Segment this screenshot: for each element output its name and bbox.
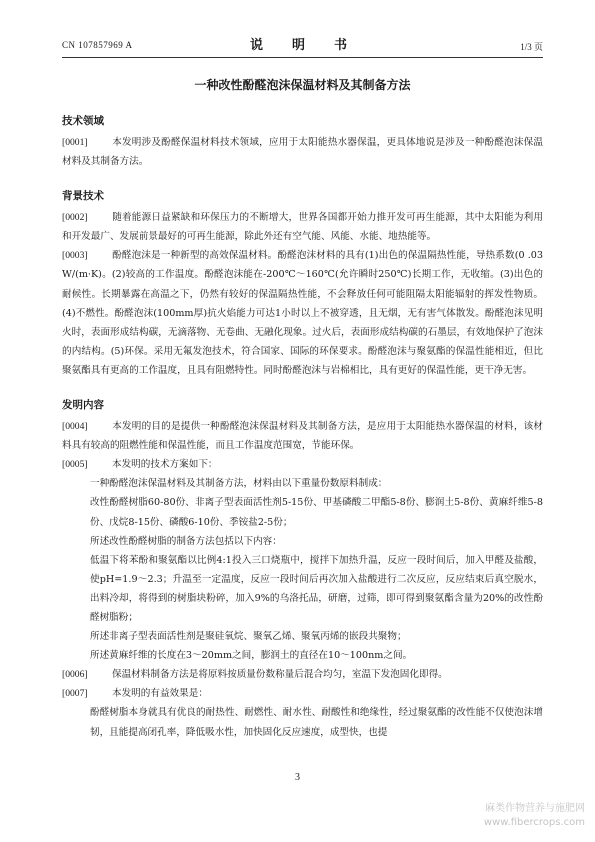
- paragraph-number: [0006]: [62, 669, 88, 681]
- paragraph-0004: [62, 417, 543, 455]
- paragraph-0002: [62, 208, 543, 246]
- paragraph-continued: 所述非离子型表面活性剂是聚硅氧烷、聚氧乙烯、聚氧丙烯的嵌段共聚物；: [90, 631, 407, 643]
- paragraph-0007: [62, 684, 543, 703]
- section-heading-background: 背景技术: [62, 190, 104, 203]
- publication-number: CN 107857969 A: [62, 40, 133, 50]
- section-heading-summary: 发明内容: [62, 399, 104, 412]
- paragraph-number: [0004]: [62, 421, 88, 433]
- paragraph-0006: [62, 665, 543, 684]
- paragraph-continued: 所述黄麻纤维的长度在3～20mm之间，膨润土的直径在10～100nm之间。: [90, 650, 413, 662]
- paragraph-continued: 所述改性酚醛树脂的制备方法包括以下内容：: [90, 535, 282, 547]
- paragraph-text: 本发明的有益效果是：: [112, 688, 208, 700]
- paragraph-text: 本发明涉及酚醛保温材料技术领域，应用于太阳能热水器保温，更具体地说是涉及一种酚醛泡沫保温材料及其制备方法。: [62, 137, 543, 168]
- watermark-url: www.fibercrops.com: [483, 817, 585, 828]
- paragraph-text: 酚醛泡沫是一种新型的高效保温材料。酚醛泡沫材料的具有(1)出色的保温隔热性能，导热系数(0 .03W/(m·K)。(2)较高的工作温度。酚醛泡沫能在-200℃～160℃(允许瞬时250℃)长期工作，无收缩。(3)出色的耐候性。长期暴露在高温之下，仍然有较好的保温隔热性能，不会释放任何可能阻隔太阳能辐射的挥发性物质。(4)不燃性。酚醛泡沫(100mm厚)抗火焰能力可达1小时以上不被穿透，且无烟，无有害气体散发。酚醛泡沫见明火时，表面形成结构碳，无滴落物、无卷曲、无融化现象。过火后，表面形成结构碳的石墨层，有效地保护了泡沫的内结构。(5)环保。采用无氟发泡技术，符合国家、国际的环保要求。酚醛泡沫与聚氨酯的保温性能相近，但比聚氨酯具有更高的工作温度，且具有阻燃特性。同时酚醛泡沫与岩棉相比，具有更好的保温性能，更干净无害。: [62, 250, 543, 376]
- watermark: [484, 802, 585, 830]
- paragraph-number: [0002]: [62, 212, 88, 224]
- paragraph-text: 本发明的目的是提供一种酚醛泡沫保温材料及其制备方法，是应用于太阳能热水器保温的材料，该材料具有较高的阻燃性能和保温性能，而且工作温度范围宽，节能环保。: [62, 421, 543, 452]
- paragraph-text: 随着能源日益紧缺和环保压力的不断增大，世界各国都开始力推开发可再生能源，其中太阳能为利用和开发最广、发展前景最好的可再生能源，除此外还有空气能、风能、水能、地热能等。: [62, 212, 543, 243]
- paragraph-continued: 酚醛树脂本身就具有优良的耐热性、耐燃性、耐水性、耐酸性和绝缘性，经过聚氨酯的改性能不仅使泡沫增韧，且能提高闭孔率，降低吸水性，加快固化反应速度，成型快，也提: [90, 707, 543, 738]
- section-heading-tech-field: 技术领域: [62, 115, 104, 127]
- paragraph-number: [0005]: [62, 459, 88, 471]
- paragraph-0001: [62, 133, 543, 171]
- document-body: [62, 76, 543, 742]
- paragraph-number: [0001]: [62, 137, 88, 148]
- paragraph-number: [0007]: [62, 688, 88, 700]
- paragraph-continued: 改性酚醛树脂60-80份、非离子型表面活性剂5-15份、甲基磷酸二甲酯5-8份、膨润土5-8份、黄麻纤维5-8份、戊烷8-15份、磷酸6-10份、季铵盐2-5份；: [90, 497, 543, 528]
- paragraph-text: 保温材料制备方法是将原料按质量份数称量后混合均匀，室温下发泡固化即得。: [112, 669, 448, 681]
- page-number: 3: [295, 772, 300, 783]
- header-rule: [62, 57, 543, 58]
- paragraph-continued: 低温下将苯酚和聚氨酯以比例4:1投入三口烧瓶中，搅拌下加热升温，反应一段时间后，加入甲醛及盐酸，使pH=1.9～2.3；升温至一定温度，反应一段时间后再次加入盐酸进行二次反应，反应结束后真空脱水，出料冷却，将得到的树脂块粉碎，加入9%的乌洛托品，研磨，过筛，即可得到聚氨酯含量为20%的改性酚醛树脂粉；: [90, 554, 543, 623]
- watermark-site-name: 麻类作物营养与施肥网: [485, 803, 585, 814]
- page-counter: 1/3 页: [520, 42, 543, 52]
- paragraph-text: 本发明的技术方案如下：: [112, 459, 218, 471]
- paragraph-0003: [62, 246, 543, 380]
- invention-title: 一种改性酚醛泡沫保温材料及其制备方法: [194, 78, 411, 92]
- page-header: [62, 34, 543, 54]
- paragraph-0005: [62, 455, 543, 474]
- paragraph-continued: 一种酚醛泡沫保温材料及其制备方法，材料由以下重量份数原料制成：: [90, 478, 388, 490]
- paragraph-number: [0003]: [62, 250, 88, 262]
- document-type-title: 说 明 书: [249, 38, 355, 53]
